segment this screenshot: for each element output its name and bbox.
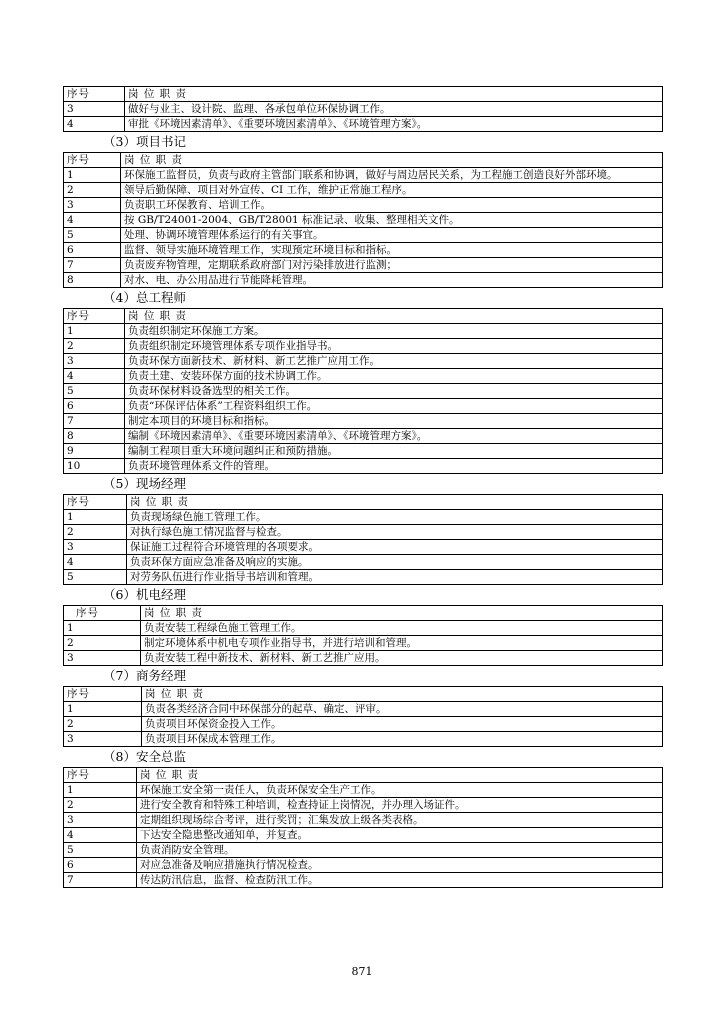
row-duty: 对水、电、办公用品进行节能降耗管理。	[121, 273, 663, 288]
section-title-site-manager: （5）现场经理	[103, 476, 186, 491]
row-duty: 制定本项目的环境目标和指标。	[125, 414, 663, 429]
row-no: 2	[64, 798, 137, 813]
row-duty: 环保施工监督员，负责与政府主管部门联系和协调，做好与周边居民关系，为工程施工创造良好外部环境。	[121, 168, 663, 183]
row-no: 7	[64, 414, 125, 429]
row-no: 3	[64, 198, 121, 213]
table-row	[64, 354, 663, 369]
row-duty: 做好与业主、设计院、监理、各承包单位环保协调工作。	[125, 102, 663, 117]
table-row	[64, 339, 663, 354]
table-row	[64, 828, 663, 843]
row-no: 1	[64, 168, 121, 183]
table-row	[64, 525, 663, 540]
header-no: 序号	[64, 606, 141, 621]
row-no: 4	[64, 828, 137, 843]
section-title-chief-engineer: （4）总工程师	[103, 290, 186, 305]
row-no: 6	[64, 243, 121, 258]
row-no: 4	[64, 213, 121, 228]
table-row	[64, 651, 663, 666]
row-duty: 负责各类经济合同中环保部分的起草、确定、评审。	[142, 702, 663, 717]
row-duty: 传达防汛信息，监督、检查防汛工作。	[137, 873, 663, 888]
row-no: 3	[64, 354, 125, 369]
row-no: 2	[64, 636, 141, 651]
row-duty: 处理、协调环境管理体系运行的有关事宜。	[121, 228, 663, 243]
row-no: 5	[64, 228, 121, 243]
table-row	[64, 258, 663, 273]
table-row	[64, 369, 663, 384]
row-duty: 负责组织制定环境管理体系专项作业指导书。	[125, 339, 663, 354]
table-row	[64, 444, 663, 459]
row-no: 5	[64, 570, 127, 585]
row-duty: 定期组织现场综合考评，进行奖罚；汇集发放上级各类表格。	[137, 813, 663, 828]
table-row	[64, 459, 663, 474]
section-title-safety-director: （8）安全总监	[103, 749, 186, 764]
row-duty: 负责安装工程绿色施工管理工作。	[141, 621, 663, 636]
row-no: 6	[64, 858, 137, 873]
row-duty: 按 GB/T24001-2004、GB/T28001 标准记录、收集、整理相关文件。	[121, 213, 663, 228]
table-row	[64, 213, 663, 228]
table-row	[64, 384, 663, 399]
row-no: 4	[64, 369, 125, 384]
row-no: 4	[64, 555, 127, 570]
row-duty: 编制《环境因素清单》、《重要环境因素清单》、《环境管理方案》。	[125, 429, 663, 444]
header-duty: 岗 位 职 责	[142, 687, 663, 702]
duty-table-site-manager	[63, 494, 663, 585]
row-duty: 负责项目环保资金投入工作。	[142, 717, 663, 732]
row-duty: 环保施工安全第一责任人，负责环保安全生产工作。	[137, 783, 663, 798]
table-row	[64, 243, 663, 258]
table-row	[64, 555, 663, 570]
row-duty: 负责环保材料设备选型的相关工作。	[125, 384, 663, 399]
row-duty: 负责职工环保教育、培训工作。	[121, 198, 663, 213]
row-duty: 负责项目环保成本管理工作。	[142, 732, 663, 747]
row-no: 8	[64, 429, 125, 444]
table-row	[64, 183, 663, 198]
table-row	[64, 198, 663, 213]
table-header-row	[64, 87, 663, 102]
row-no: 9	[64, 444, 125, 459]
row-no: 2	[64, 717, 142, 732]
header-duty: 岗 位 职 责	[137, 768, 663, 783]
header-no: 序号	[64, 309, 125, 324]
row-duty: 负责环境管理体系文件的管理。	[125, 459, 663, 474]
table-row	[64, 783, 663, 798]
row-duty: 负责环保方面新技术、新材料、新工艺推广应用工作。	[125, 354, 663, 369]
row-duty: 对应急准备及响应措施执行情况检查。	[137, 858, 663, 873]
row-duty: 监督、领导实施环境管理工作，实现预定环境目标和指标。	[121, 243, 663, 258]
row-duty: 对执行绿色施工情况监督与检查。	[127, 525, 663, 540]
row-no: 1	[64, 783, 137, 798]
table-row	[64, 414, 663, 429]
row-no: 1	[64, 702, 142, 717]
table-header-row	[64, 495, 663, 510]
section-title-party-secretary: （3）项目书记	[103, 134, 186, 149]
row-no: 7	[64, 873, 137, 888]
table-row	[64, 540, 663, 555]
table-row	[64, 228, 663, 243]
row-duty: 领导后勤保障、项目对外宣传、CI 工作，维护正常施工程序。	[121, 183, 663, 198]
header-no: 序号	[64, 153, 121, 168]
header-no: 序号	[64, 687, 142, 702]
table-row	[64, 798, 663, 813]
row-no: 7	[64, 258, 121, 273]
table-row	[64, 570, 663, 585]
header-duty: 岗 位 职 责	[125, 87, 663, 102]
page-number: 871	[351, 965, 373, 978]
row-duty: 负责现场绿色施工管理工作。	[127, 510, 663, 525]
row-duty: 负责环保方面应急准备及响应的实施。	[127, 555, 663, 570]
row-no: 2	[64, 339, 125, 354]
row-no: 1	[64, 621, 141, 636]
table-row	[64, 273, 663, 288]
header-no: 序号	[64, 768, 137, 783]
row-duty: 负责消防安全管理。	[137, 843, 663, 858]
table-row	[64, 858, 663, 873]
table-header-row	[64, 768, 663, 783]
row-no: 4	[64, 117, 125, 132]
header-no: 序号	[64, 495, 127, 510]
row-duty: 下达安全隐患整改通知单，并复查。	[137, 828, 663, 843]
row-duty: 负责组织制定环保施工方案。	[125, 324, 663, 339]
row-duty: 负责“环保评估体系”工程资料组织工作。	[125, 399, 663, 414]
header-duty: 岗 位 职 责	[125, 309, 663, 324]
row-no: 5	[64, 384, 125, 399]
table-row	[64, 117, 663, 132]
table-row	[64, 636, 663, 651]
table-row	[64, 399, 663, 414]
table-row	[64, 813, 663, 828]
duty-table-chief-engineer	[63, 308, 663, 474]
row-duty: 负责土建、安装环保方面的技术协调工作。	[125, 369, 663, 384]
row-duty: 编制工程项目重大环境问题纠正和预防措施。	[125, 444, 663, 459]
table-row	[64, 510, 663, 525]
header-duty: 岗 位 职 责	[121, 153, 663, 168]
table-row	[64, 717, 663, 732]
row-duty: 制定环境体系中机电专项作业指导书，并进行培训和管理。	[141, 636, 663, 651]
row-no: 3	[64, 732, 142, 747]
duty-table-project-manager-cont	[63, 86, 663, 132]
row-no: 10	[64, 459, 125, 474]
table-row	[64, 621, 663, 636]
row-no: 8	[64, 273, 121, 288]
row-duty: 对劳务队伍进行作业指导书培训和管理。	[127, 570, 663, 585]
row-duty: 负责废弃物管理，定期联系政府部门对污染排放进行监测；	[121, 258, 663, 273]
table-row	[64, 873, 663, 888]
table-header-row	[64, 606, 663, 621]
row-duty: 负责安装工程中新技术、新材料、新工艺推广应用。	[141, 651, 663, 666]
row-no: 2	[64, 525, 127, 540]
duty-table-mep-manager	[63, 605, 663, 666]
row-no: 5	[64, 843, 137, 858]
table-row	[64, 702, 663, 717]
table-row	[64, 843, 663, 858]
row-no: 2	[64, 183, 121, 198]
header-duty: 岗 位 职 责	[141, 606, 663, 621]
table-row	[64, 168, 663, 183]
row-no: 1	[64, 324, 125, 339]
section-title-commercial-manager: （7）商务经理	[103, 668, 186, 683]
duty-table-safety-director	[63, 767, 663, 888]
duty-table-commercial-manager	[63, 686, 663, 747]
document-body	[63, 86, 663, 888]
table-row	[64, 102, 663, 117]
row-no: 1	[64, 510, 127, 525]
row-no: 3	[64, 813, 137, 828]
duty-table-party-secretary	[63, 152, 663, 288]
table-header-row	[64, 309, 663, 324]
section-title-mep-manager: （6）机电经理	[103, 587, 186, 602]
table-header-row	[64, 687, 663, 702]
table-row	[64, 324, 663, 339]
table-header-row	[64, 153, 663, 168]
header-no: 序号	[64, 87, 125, 102]
row-duty: 审批《环境因素清单》、《重要环境因素清单》、《环境管理方案》。	[125, 117, 663, 132]
table-row	[64, 732, 663, 747]
row-no: 3	[64, 651, 141, 666]
table-row	[64, 429, 663, 444]
row-no: 6	[64, 399, 125, 414]
row-no: 3	[64, 540, 127, 555]
row-duty: 进行安全教育和特殊工种培训，检查持证上岗情况，并办理入场证件。	[137, 798, 663, 813]
header-duty: 岗 位 职 责	[127, 495, 663, 510]
row-duty: 保证施工过程符合环境管理的各项要求。	[127, 540, 663, 555]
row-no: 3	[64, 102, 125, 117]
